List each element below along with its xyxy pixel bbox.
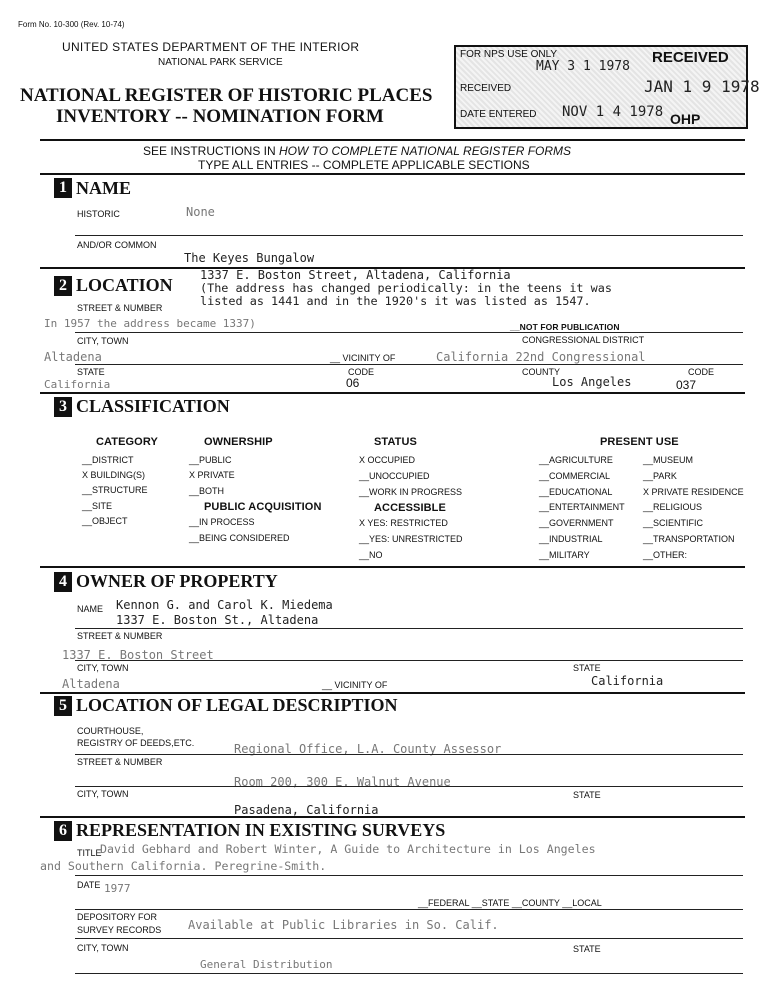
owner-state-label: STATE — [573, 663, 601, 673]
ohp-stamp: OHP — [670, 111, 701, 127]
registry-value: Regional Office, L.A. County Assessor — [234, 742, 502, 756]
legal-street-value: Room 200, 300 E. Walnut Avenue — [234, 775, 451, 789]
section-4-rule — [40, 566, 745, 568]
instructions-line-1 — [143, 144, 571, 158]
survey-state-label: STATE — [573, 944, 601, 954]
location-city-label: CITY, TOWN — [77, 336, 129, 346]
use-entertainment[interactable]: __ENTERTAINMENT — [539, 502, 625, 512]
accessible-heading: ACCESSIBLE — [374, 502, 446, 514]
location-county-value: Los Angeles — [552, 375, 632, 389]
ownership-private[interactable]: X PRIVATE — [189, 470, 235, 480]
status-work-in-progress[interactable]: __WORK IN PROGRESS — [359, 487, 463, 497]
section-5-number: 5 — [54, 696, 72, 716]
category-heading: CATEGORY — [96, 436, 158, 448]
section-2-number: 2 — [54, 276, 72, 296]
use-agriculture[interactable]: __AGRICULTURE — [539, 455, 613, 465]
depository-rule — [75, 938, 743, 939]
survey-title-line-1: David Gebhard and Robert Winter, A Guide to Architecture in Los Angeles — [100, 842, 596, 856]
survey-date-label: DATE — [77, 880, 101, 890]
section-2-title: LOCATION — [76, 275, 173, 295]
stamp-date-may: MAY 3 1 1978 — [536, 59, 630, 74]
survey-title-rule — [75, 875, 743, 876]
ownership-public[interactable]: __PUBLIC — [189, 455, 232, 465]
common-value: The Keyes Bungalow — [184, 251, 315, 265]
use-government[interactable]: __GOVERNMENT — [539, 518, 614, 528]
use-industrial[interactable]: __INDUSTRIAL — [539, 534, 603, 544]
section-3-title: CLASSIFICATION — [76, 396, 230, 416]
owner-street-label: STREET & NUMBER — [77, 631, 163, 641]
nps-use-box — [454, 45, 760, 129]
location-city-value: Altadena — [44, 350, 102, 364]
section-4-number: 4 — [54, 572, 72, 592]
not-for-publication: __NOT FOR PUBLICATION — [510, 322, 620, 332]
survey-date-rule — [75, 909, 743, 910]
section-3-rule — [40, 392, 745, 394]
nps-label: FOR NPS USE ONLY — [460, 49, 558, 60]
use-commercial[interactable]: __COMMERCIAL — [539, 471, 611, 481]
use-museum[interactable]: __MUSEUM — [643, 455, 694, 465]
owner-city-value: Altadena — [62, 677, 120, 691]
location-code-value: 06 — [346, 376, 360, 390]
accessible-no[interactable]: __NO — [359, 550, 383, 560]
category-structure[interactable]: __STRUCTURE — [82, 485, 148, 495]
form-subtitle: INVENTORY -- NOMINATION FORM — [56, 106, 384, 127]
ownership-both[interactable]: __BOTH — [189, 486, 225, 496]
ownership-heading: OWNERSHIP — [204, 436, 273, 448]
date-entered-value: NOV 1 4 1978 — [562, 104, 664, 120]
historic-rule — [75, 235, 743, 236]
location-vicinity-label: __ VICINITY OF — [330, 353, 396, 363]
survey-city-value: General Distribution — [200, 958, 333, 971]
legal-state-label: STATE — [573, 790, 601, 800]
received-stamp: RECEIVED — [652, 49, 729, 66]
section-6-number: 6 — [54, 821, 72, 841]
legal-street-rule — [75, 786, 743, 787]
use-educational[interactable]: __EDUCATIONAL — [539, 487, 613, 497]
accessible-restricted[interactable]: X YES: RESTRICTED — [359, 518, 448, 528]
section-1-title: NAME — [76, 178, 131, 198]
acquisition-being-considered[interactable]: __BEING CONSIDERED — [189, 533, 290, 543]
location-state-label: STATE — [77, 367, 105, 377]
congressional-label: CONGRESSIONAL DISTRICT — [522, 335, 645, 345]
survey-city-label: CITY, TOWN — [77, 943, 129, 953]
street-rule — [75, 332, 743, 333]
street-line-4: In 1957 the address became 1337) — [44, 317, 256, 330]
street-line-1: 1337 E. Boston Street, Altadena, California — [200, 268, 511, 282]
present-use-heading: PRESENT USE — [600, 436, 679, 448]
depository-value: Available at Public Libraries in So. Calif. — [188, 918, 499, 932]
survey-date-value: 1977 — [104, 882, 131, 895]
use-transportation[interactable]: __TRANSPORTATION — [643, 534, 735, 544]
date-entered-label: DATE ENTERED — [460, 109, 537, 120]
acquisition-in-process[interactable]: __IN PROCESS — [189, 517, 255, 527]
congressional-value: California 22nd Congressional — [436, 350, 646, 364]
use-private-residence[interactable]: X PRIVATE RESIDENCE — [643, 487, 744, 497]
instructions-italic: HOW TO COMPLETE NATIONAL REGISTER FORMS — [279, 144, 572, 158]
header-rule — [40, 139, 745, 141]
status-heading: STATUS — [374, 436, 417, 448]
registry-rule — [75, 754, 743, 755]
section-6-rule — [40, 816, 745, 818]
use-military[interactable]: __MILITARY — [539, 550, 590, 560]
courthouse-label: COURTHOUSE, — [77, 726, 144, 736]
historic-value: None — [186, 205, 215, 219]
instructions-prefix: SEE INSTRUCTIONS IN — [143, 144, 280, 158]
legal-city-value: Pasadena, California — [234, 803, 379, 817]
owner-city-label: CITY, TOWN — [77, 663, 129, 673]
use-scientific[interactable]: __SCIENTIFIC — [643, 518, 704, 528]
street-line-3: listed as 1441 and in the 1920's it was listed as 1547. — [200, 294, 591, 308]
status-unoccupied[interactable]: __UNOCCUPIED — [359, 471, 430, 481]
legal-street-label: STREET & NUMBER — [77, 757, 163, 767]
form-number: Form No. 10-300 (Rev. 10-74) — [18, 20, 125, 29]
category-buildings[interactable]: X BUILDING(S) — [82, 470, 146, 480]
acquisition-heading: PUBLIC ACQUISITION — [204, 501, 322, 513]
section-5-rule — [40, 692, 745, 694]
category-site[interactable]: __SITE — [82, 501, 113, 511]
owner-street-rule — [75, 660, 743, 661]
category-object[interactable]: __OBJECT — [82, 516, 128, 526]
accessible-unrestricted[interactable]: __YES: UNRESTRICTED — [359, 534, 463, 544]
owner-state-value: California — [591, 674, 664, 688]
instructions-line-2: TYPE ALL ENTRIES -- COMPLETE APPLICABLE SECTIONS — [198, 158, 530, 172]
location-state-value: California — [44, 378, 111, 391]
owner-name-value: Kennon G. and Carol K. Miedema — [116, 598, 333, 612]
use-religious[interactable]: __RELIGIOUS — [643, 502, 703, 512]
registry-label: REGISTRY OF DEEDS,ETC. — [77, 738, 195, 748]
location-county-label: COUNTY — [522, 367, 560, 377]
survey-title-line-2: and Southern California. Peregrine-Smith. — [40, 859, 327, 873]
owner-street-value: 1337 E. Boston Street — [62, 648, 214, 662]
section-1-number: 1 — [54, 178, 72, 198]
form-title: NATIONAL REGISTER OF HISTORIC PLACES — [20, 85, 433, 106]
location-street-label: STREET & NUMBER — [77, 303, 163, 313]
legal-city-label: CITY, TOWN — [77, 789, 129, 799]
service-name: NATIONAL PARK SERVICE — [158, 57, 283, 68]
location-code-label: CODE — [348, 367, 375, 377]
owner-name-label: NAME — [77, 604, 104, 614]
use-park[interactable]: __PARK — [643, 471, 677, 481]
common-label: AND/OR COMMON — [77, 240, 157, 250]
street-line-2: (The address has changed periodically: in the teens it was — [200, 281, 612, 295]
location-code2-label: CODE — [688, 367, 715, 377]
location-county-code: 037 — [676, 378, 697, 392]
section-4-title: OWNER OF PROPERTY — [76, 571, 278, 591]
survey-level: __FEDERAL __STATE __COUNTY __LOCAL — [418, 898, 602, 908]
section-1-rule — [40, 173, 745, 175]
historic-label: HISTORIC — [77, 209, 120, 219]
owner-vicinity-label: __ VICINITY OF — [322, 680, 388, 690]
category-district[interactable]: __DISTRICT — [82, 455, 134, 465]
owner-name-rule — [75, 628, 743, 629]
city-rule — [75, 364, 743, 365]
use-other[interactable]: __OTHER: — [643, 550, 688, 560]
survey-title-label: TITLE — [77, 848, 102, 858]
survey-city-rule — [75, 973, 743, 974]
owner-address-value: 1337 E. Boston St., Altadena — [116, 613, 319, 627]
section-5-title: LOCATION OF LEGAL DESCRIPTION — [76, 695, 398, 715]
received-label: RECEIVED — [460, 83, 512, 94]
section-3-number: 3 — [54, 397, 72, 417]
depository-label-1: DEPOSITORY FOR — [77, 912, 158, 922]
status-occupied[interactable]: X OCCUPIED — [359, 455, 416, 465]
department-name: UNITED STATES DEPARTMENT OF THE INTERIOR — [62, 40, 360, 54]
section-6-title: REPRESENTATION IN EXISTING SURVEYS — [76, 820, 446, 840]
depository-label-2: SURVEY RECORDS — [77, 925, 162, 935]
received-date: JAN 1 9 1978 — [644, 77, 760, 96]
